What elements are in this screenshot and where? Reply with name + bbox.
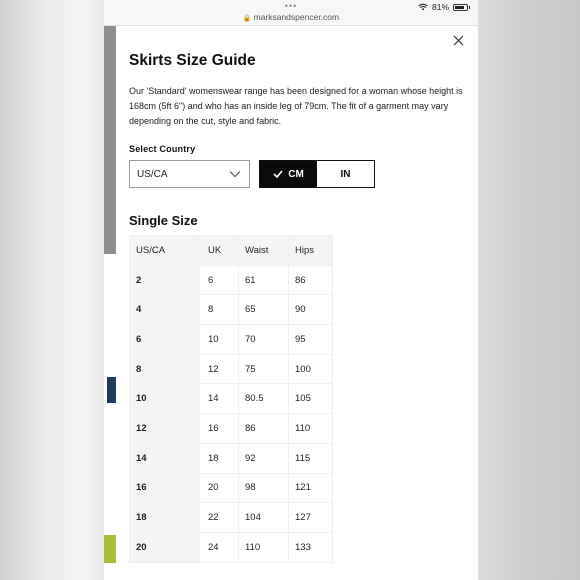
cell-us-ca: 12 [130,414,200,444]
country-select[interactable] [129,160,250,188]
cell-hips: 90 [289,295,333,325]
table-row [130,473,333,503]
cell-uk: 18 [200,443,239,473]
cell-hips: 127 [289,503,333,533]
cell-hips: 86 [289,265,333,295]
country-select-value: US/CA [137,168,168,180]
cell-hips: 110 [289,414,333,444]
cell-uk: 6 [200,265,239,295]
photo-background-right [478,0,580,580]
close-icon [450,32,468,50]
cell-uk: 20 [200,473,239,503]
cell-uk: 12 [200,354,239,384]
cell-us-ca: 2 [130,265,200,295]
cell-us-ca: 14 [130,443,200,473]
cell-uk: 16 [200,414,239,444]
unit-cm-button[interactable] [260,161,317,187]
cell-uk: 22 [200,503,239,533]
url-text: marksandspencer.com [253,12,340,22]
checkmark-icon [273,170,283,178]
battery-icon [453,4,468,11]
cell-us-ca: 6 [130,325,200,355]
status-indicators [418,2,468,12]
table-row [130,532,333,562]
cell-waist: 65 [239,295,289,325]
column-header-uk: UK [200,236,239,266]
size-table [129,235,333,563]
cell-uk: 10 [200,325,239,355]
unit-in-label: IN [340,168,351,180]
table-header-row [130,236,333,266]
table-row [130,354,333,384]
underlying-green-button [104,535,116,563]
cell-hips: 133 [289,532,333,562]
wifi-icon [418,3,428,11]
cell-waist: 75 [239,354,289,384]
cell-us-ca: 8 [130,354,200,384]
unit-cm-label: CM [288,168,304,180]
cell-uk: 8 [200,295,239,325]
unit-toggle [259,160,375,188]
underlying-product-image [104,26,116,254]
cell-waist: 110 [239,532,289,562]
cell-hips: 105 [289,384,333,414]
underlying-product-page [104,26,116,580]
cell-hips: 121 [289,473,333,503]
chevron-down-icon [229,170,241,178]
table-row [130,443,333,473]
cell-us-ca: 16 [130,473,200,503]
phone-screen [104,0,478,580]
cell-us-ca: 10 [130,384,200,414]
lock-icon: 🔒 [242,15,252,22]
unit-in-button[interactable] [317,161,374,187]
table-row [130,414,333,444]
table-row [130,503,333,533]
select-country-label: Select Country [129,144,196,154]
column-header-us-ca: US/CA [130,236,200,266]
cell-waist: 70 [239,325,289,355]
cell-hips: 115 [289,443,333,473]
cell-waist: 98 [239,473,289,503]
size-guide-modal [116,26,478,580]
cell-us-ca: 20 [130,532,200,562]
underlying-navy-button [107,377,116,403]
cell-waist: 104 [239,503,289,533]
cell-waist: 92 [239,443,289,473]
close-button[interactable] [450,32,468,50]
cell-waist: 61 [239,265,289,295]
photo-background-left [0,0,104,580]
table-row [130,384,333,414]
table-row [130,325,333,355]
cell-us-ca: 4 [130,295,200,325]
cell-waist: 80.5 [239,384,289,414]
cell-hips: 95 [289,325,333,355]
column-header-waist: Waist [239,236,289,266]
section-title-single-size: Single Size [129,213,198,228]
browser-status-bar [104,0,478,26]
column-header-hips: Hips [289,236,333,266]
cell-hips: 100 [289,354,333,384]
more-dots-icon[interactable]: ••• [284,1,298,11]
cell-waist: 86 [239,414,289,444]
battery-fill [455,6,464,9]
table-row [130,295,333,325]
battery-percent: 81% [431,2,449,12]
cell-uk: 14 [200,384,239,414]
modal-title: Skirts Size Guide [129,52,256,69]
cell-uk: 24 [200,532,239,562]
size-guide-description: Our 'Standard' womenswear range has been designed for a woman whose height is 168cm (5ft 6") and who has an inside leg of 79cm. The fit of a garment may vary depending on the cut, style and fabric. [129,86,463,126]
address-bar[interactable] [104,11,478,25]
table-row [130,265,333,295]
cell-us-ca: 18 [130,503,200,533]
